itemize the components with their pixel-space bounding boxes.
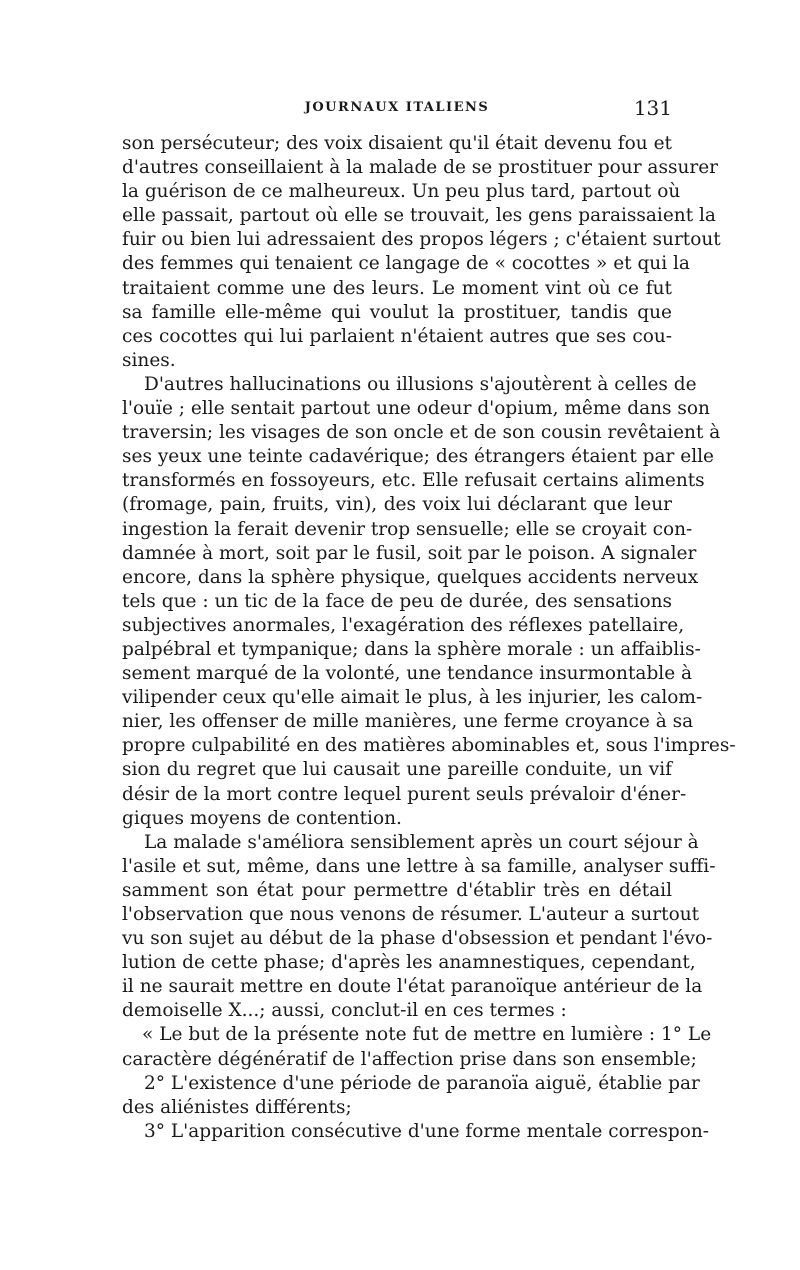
body-text	[122, 132, 736, 1144]
text-line: ces cocottes qui lui parlaient n'étaient autres que ses cou-	[122, 325, 672, 347]
text-line: traitaient comme une des leurs. Le moment vint où ce fut	[122, 277, 672, 299]
text-line: caractère dégénératif de l'affection prise dans son ensemble;	[122, 1048, 697, 1070]
text-line: nier, les offenser de mille manières, une ferme croyance à sa	[122, 711, 694, 733]
paragraph-start-line: D'autres hallucinations ou illusions s'ajoutèrent à celles de	[144, 373, 697, 395]
text-line: sion du regret que lui causait une pareille conduite, un vif	[122, 759, 672, 781]
quote-start-line: « Le but de la présente note fut de mettre en lumière : 1° Le	[142, 1024, 712, 1046]
text-line: sement marqué de la volonté, une tendance insurmontable à	[122, 663, 693, 685]
text-line: giques moyens de contention.	[122, 807, 402, 829]
page-number: 131	[633, 96, 672, 120]
text-line: vilipender ceux qu'elle aimait le plus, à les injurier, les calom-	[122, 687, 703, 709]
text-line: samment son état pour permettre d'établir très en détail	[122, 879, 672, 901]
text-line: des aliénistes différents;	[122, 1096, 352, 1118]
text-line: propre culpabilité en des matières abominables et, sous l'impres-	[122, 735, 736, 757]
text-line: sa famille elle-même qui voulut la prostituer, tandis que	[122, 301, 672, 323]
text-line: il ne saurait mettre en doute l'état paranoïque antérieur de la	[122, 976, 703, 998]
list-item-line: 3° L'apparition consécutive d'une forme mentale correspon-	[144, 1120, 709, 1142]
text-line: l'asile et sut, même, dans une lettre à sa famille, analyser suffi-	[122, 855, 716, 877]
text-line: l'ouïe ; elle sentait partout une odeur d'opium, même dans son	[122, 398, 710, 420]
text-line: lution de cette phase; d'après les anamnestiques, cependant,	[122, 952, 696, 974]
text-line: palpébral et tympanique; dans la sphère morale : un affaiblis-	[122, 638, 701, 660]
text-line: vu son sujet au début de la phase d'obsession et pendant l'évo-	[122, 928, 713, 950]
text-line: d'autres conseillaient à la malade de se prostituer pour assurer	[122, 157, 719, 179]
text-line: elle passait, partout où elle se trouvait, les gens paraissaient la	[122, 205, 716, 227]
text-line: ses yeux une teinte cadavérique; des étrangers étaient par elle	[122, 446, 714, 468]
text-line: des femmes qui tenaient ce langage de « cocottes » et qui la	[122, 253, 690, 275]
text-line: ingestion la ferait devenir trop sensuelle; elle se croyait con-	[122, 518, 693, 540]
text-line: subjectives anormales, l'exagération des réflexes patellaire,	[122, 614, 685, 636]
text-line: son persécuteur; des voix disaient qu'il était devenu fou et	[122, 133, 672, 154]
text-line: demoiselle X...; aussi, conclut-il en ces termes :	[122, 1000, 567, 1022]
text-line: (fromage, pain, fruits, vin), des voix lui déclarant que leur	[122, 494, 672, 516]
text-line: damnée à mort, soit par le fusil, soit par le poison. A signaler	[122, 542, 697, 564]
text-line: traversin; les visages de son oncle et de son cousin revêtaient à	[122, 422, 721, 444]
text-line: encore, dans la sphère physique, quelques accidents nerveux	[122, 566, 699, 588]
text-line: la guérison de ce malheureux. Un peu plus tard, partout où	[122, 181, 681, 203]
text-line: l'observation que nous venons de résumer. L'auteur a surtout	[122, 904, 700, 925]
text-line: tels que : un tic de la face de peu de durée, des sensations	[122, 590, 672, 612]
paragraph-start-line: La malade s'améliora sensiblement après un court séjour à	[144, 831, 699, 853]
list-item-line: 2° L'existence d'une période de paranoïa aiguë, établie par	[144, 1072, 700, 1094]
running-title: JOURNAUX ITALIENS	[304, 100, 490, 115]
text-line: désir de la mort contre lequel purent seuls prévaloir d'éner-	[122, 783, 687, 805]
text-line: sines.	[122, 349, 176, 371]
text-line: fuir ou bien lui adressaient des propos légers ; c'étaient surtout	[122, 229, 721, 251]
text-line: transformés en fossoyeurs, etc. Elle refusait certains aliments	[122, 470, 705, 492]
running-head	[122, 96, 672, 120]
